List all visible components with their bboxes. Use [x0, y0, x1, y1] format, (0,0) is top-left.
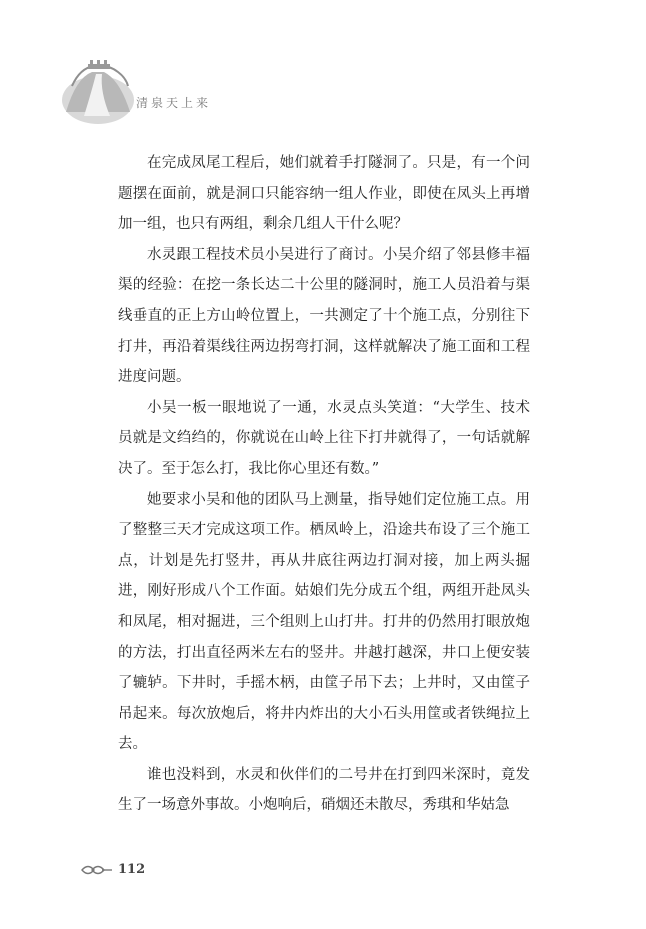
- paragraph: 谁也没料到，水灵和伙伴们的二号井在打到四米深时，竟发生了一场意外事故。小炮响后，硝烟还未散尽，秀琪和华姑急: [118, 766, 530, 814]
- page-number: 112: [118, 862, 146, 877]
- book-title: 清泉天上来: [136, 96, 212, 110]
- paragraph: 小吴一板一眼地说了一通，水灵点头笑道：“大学生、技术员就是文绉绉的，你就说在山岭上往下打井就得了，一句话就解决了。至于怎么打，我比你心里还有数。”: [118, 399, 530, 477]
- page-body: [118, 148, 530, 821]
- paragraph: 水灵跟工程技术员小吴进行了商讨。小吴介绍了邻县修丰福渠的经验：在挖一条长达二十公里的隧洞时，施工人员沿着与渠线垂直的正上方山岭位置上，一共测定了十个施工点，分别往下打井，再沿着渠线往两边拐弯打洞，这样就解决了施工面和工程进度问题。: [118, 246, 530, 386]
- running-header: [58, 56, 278, 126]
- paragraph: 她要求小吴和他的团队马上测量，指导她们定位施工点。用了整整三天才完成这项工作。栖凤岭上，沿途共布设了三个施工点，计划是先打竖井，再从井底往两边打洞对接，加上两头掘进，刚好形成八个工作面。姑娘们先分成五个组，两组开赴凤头和凤尾，相对掘进，三个组则上山打井。打井的仍然用打眼放炮的方法，打出直径两米左右的竖井。井越打越深，井口上便安装了辘轳。下井时，手摇木柄，由筐子吊下去；上井时，又由筐子吊起来。每次放炮后，将井内炸出的大小石头用筐或者铁绳拉上去。: [118, 491, 530, 753]
- paragraph: 在完成凤尾工程后，她们就着手打隧洞了。只是，有一个问题摆在面前，就是洞口只能容纳一组人作业，即使在凤头上再增加一组，也只有两组，剩余几组人干什么呢？: [118, 155, 530, 233]
- mountain-pass-illustration-icon: [58, 56, 138, 126]
- leaf-ornament-icon: [80, 862, 114, 878]
